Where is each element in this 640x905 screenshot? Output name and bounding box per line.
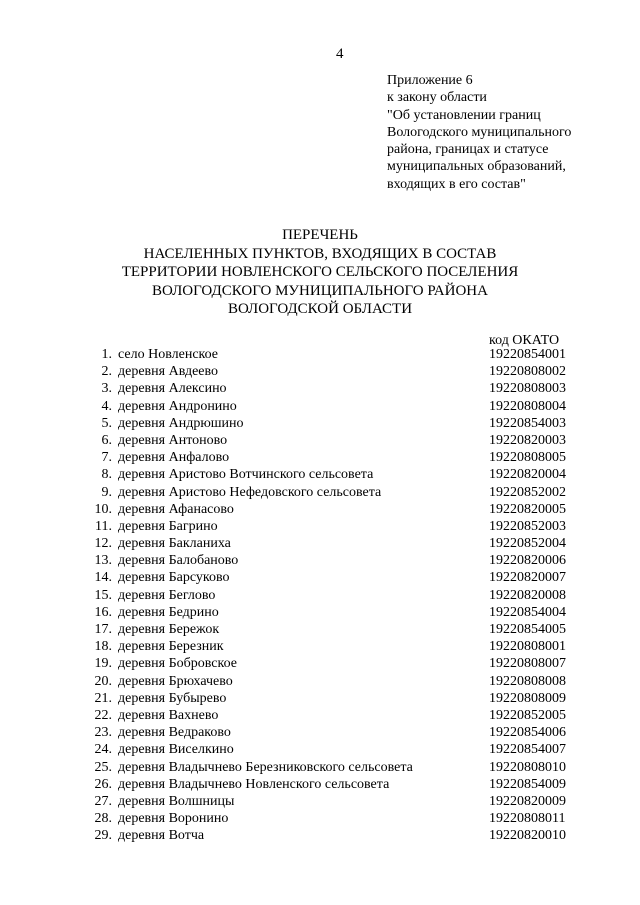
list-item: [0, 638, 640, 655]
item-number: 6.: [101, 432, 112, 448]
list-item: [0, 363, 640, 380]
item-number: 27.: [94, 793, 112, 809]
item-number: 28.: [94, 811, 112, 827]
list-item: [0, 655, 640, 672]
okato-code: 19220854009: [489, 776, 566, 792]
okato-code: 19220808004: [489, 398, 566, 414]
okato-code: 19220808009: [489, 690, 566, 706]
item-number: 10.: [94, 501, 112, 517]
settlement-name: деревня Авдеево: [118, 364, 219, 380]
settlement-name: деревня Аристово Нефедовского сельсовета: [118, 484, 382, 500]
settlement-list: [0, 346, 640, 844]
okato-code: 19220854006: [489, 725, 566, 741]
appendix-line: "Об установлении границ: [387, 107, 541, 123]
appendix-line: Приложение 6: [387, 73, 473, 88]
item-number: 17.: [94, 622, 112, 637]
page-number: 4: [336, 46, 344, 62]
list-item: [0, 759, 640, 776]
list-item: [0, 741, 640, 758]
list-item: [0, 621, 640, 638]
settlement-name: деревня Андронино: [118, 398, 237, 414]
list-item: [0, 518, 640, 535]
list-item: [0, 380, 640, 397]
item-number: 16.: [94, 604, 112, 620]
list-item: [0, 724, 640, 741]
settlement-name: деревня Антоново: [118, 432, 228, 448]
list-item: [0, 690, 640, 707]
list-item: [0, 707, 640, 724]
item-number: 9.: [101, 484, 112, 500]
okato-code: 19220820008: [489, 587, 566, 603]
appendix-line: муниципальных образований,: [387, 159, 566, 175]
item-number: 12.: [94, 536, 112, 552]
settlement-name: деревня Бедрино: [118, 604, 219, 620]
okato-code: 19220852003: [489, 518, 566, 534]
okato-code: 19220820010: [489, 828, 566, 844]
list-item: [0, 776, 640, 793]
document-heading: [0, 226, 640, 319]
list-item: [0, 552, 640, 569]
okato-code: 19220820005: [489, 501, 566, 517]
settlement-name: деревня Виселкино: [118, 742, 234, 758]
list-item: [0, 501, 640, 518]
settlement-name: деревня Владычнево Березниковского сельсовета: [118, 759, 413, 775]
okato-code: 19220808007: [489, 656, 566, 672]
okato-code: 19220808001: [489, 639, 566, 655]
settlement-name: деревня Брюхачево: [118, 673, 233, 689]
settlement-name: деревня Багрино: [118, 518, 218, 534]
settlement-name: деревня Беглово: [118, 587, 216, 603]
settlement-name: деревня Воронино: [118, 811, 229, 827]
item-number: 26.: [94, 776, 112, 792]
okato-code: 19220854003: [489, 415, 566, 431]
settlement-name: деревня Аристово Вотчинского сельсовета: [118, 467, 374, 483]
list-item: [0, 432, 640, 449]
heading-line: ВОЛОГОДСКОГО МУНИЦИПАЛЬНОГО РАЙОНА: [152, 282, 488, 299]
heading-line: ПЕРЕЧЕНЬ: [282, 227, 358, 243]
settlement-name: деревня Бубырево: [118, 690, 227, 706]
list-item: [0, 466, 640, 483]
list-item: [0, 827, 640, 844]
list-item: [0, 415, 640, 432]
okato-code: 19220808011: [489, 811, 566, 827]
item-number: 23.: [94, 725, 112, 741]
heading-line: ВОЛОГОДСКОЙ ОБЛАСТИ: [227, 301, 413, 318]
item-number: 5.: [101, 415, 112, 431]
item-number: 18.: [94, 639, 112, 655]
item-number: 29.: [94, 828, 112, 844]
okato-code: 19220854007: [489, 742, 566, 758]
item-number: 11.: [95, 518, 112, 534]
settlement-name: село Новленское: [118, 347, 219, 362]
item-number: 19.: [94, 656, 112, 672]
item-number: 14.: [94, 570, 112, 586]
okato-column-header: код ОКАТО: [489, 333, 560, 348]
settlement-name: деревня Бережок: [118, 622, 220, 637]
settlement-name: деревня Анфалово: [118, 450, 230, 466]
appendix-note: [387, 72, 571, 193]
item-number: 2.: [101, 364, 112, 380]
list-item: [0, 793, 640, 810]
settlement-name: деревня Вахнево: [118, 707, 219, 723]
okato-code: 19220808003: [489, 381, 566, 397]
list-item: [0, 535, 640, 552]
item-number: 7.: [101, 450, 112, 466]
item-number: 3.: [101, 381, 112, 397]
okato-code: 19220852005: [489, 707, 566, 723]
list-item: [0, 346, 640, 363]
settlement-name: деревня Вотча: [118, 828, 205, 844]
settlement-name: деревня Барсуково: [118, 570, 230, 586]
list-item: [0, 449, 640, 466]
item-number: 25.: [94, 759, 112, 775]
okato-code: 19220852002: [489, 484, 566, 500]
okato-code: 19220854004: [489, 604, 566, 620]
settlement-name: деревня Алексино: [118, 381, 227, 397]
okato-code: 19220808010: [489, 759, 566, 775]
settlement-name: деревня Бакланиха: [118, 536, 231, 552]
settlement-name: деревня Афанасово: [118, 501, 234, 517]
okato-code: 19220820009: [489, 793, 566, 809]
okato-code: 19220854005: [489, 622, 566, 637]
settlement-name: деревня Ведраково: [118, 725, 231, 741]
okato-code: 19220820006: [489, 553, 566, 569]
list-item: [0, 398, 640, 415]
okato-code: 19220808002: [489, 364, 566, 380]
item-number: 22.: [94, 707, 112, 723]
list-item: [0, 484, 640, 501]
item-number: 4.: [101, 398, 112, 414]
settlement-name: деревня Балобаново: [118, 553, 239, 569]
settlement-name: деревня Бобровское: [118, 656, 237, 672]
list-item: [0, 569, 640, 586]
settlement-name: деревня Андрюшино: [118, 415, 244, 431]
settlement-name: деревня Березник: [118, 639, 224, 655]
okato-code: 19220808008: [489, 673, 566, 689]
item-number: 13.: [94, 553, 112, 569]
heading-line: НАСЕЛЕННЫХ ПУНКТОВ, ВХОДЯЩИХ В СОСТАВ: [143, 245, 497, 262]
heading-line: ТЕРРИТОРИИ НОВЛЕНСКОГО СЕЛЬСКОГО ПОСЕЛЕНИЯ: [121, 264, 519, 281]
appendix-line: Вологодского муниципального: [387, 124, 572, 140]
item-number: 21.: [94, 690, 112, 706]
item-number: 20.: [94, 673, 112, 689]
list-item: [0, 587, 640, 604]
list-item: [0, 673, 640, 690]
item-number: 1.: [101, 347, 112, 362]
settlement-name: деревня Волшницы: [118, 793, 235, 809]
list-item: [0, 810, 640, 827]
appendix-line: района, границах и статусе: [387, 142, 549, 158]
item-number: 8.: [101, 467, 112, 483]
okato-code: 19220820004: [489, 467, 566, 483]
list-item: [0, 604, 640, 621]
item-number: 15.: [94, 587, 112, 603]
appendix-line: входящих в его состав": [387, 176, 526, 192]
okato-code: 19220820007: [489, 570, 566, 586]
okato-code: 19220808005: [489, 450, 566, 466]
appendix-line: к закону области: [387, 90, 487, 106]
okato-code: 19220852004: [489, 536, 566, 552]
okato-code: 19220820003: [489, 432, 566, 448]
item-number: 24.: [94, 742, 112, 758]
settlement-name: деревня Владычнево Новленского сельсовета: [118, 776, 390, 792]
okato-code: 19220854001: [489, 347, 566, 362]
